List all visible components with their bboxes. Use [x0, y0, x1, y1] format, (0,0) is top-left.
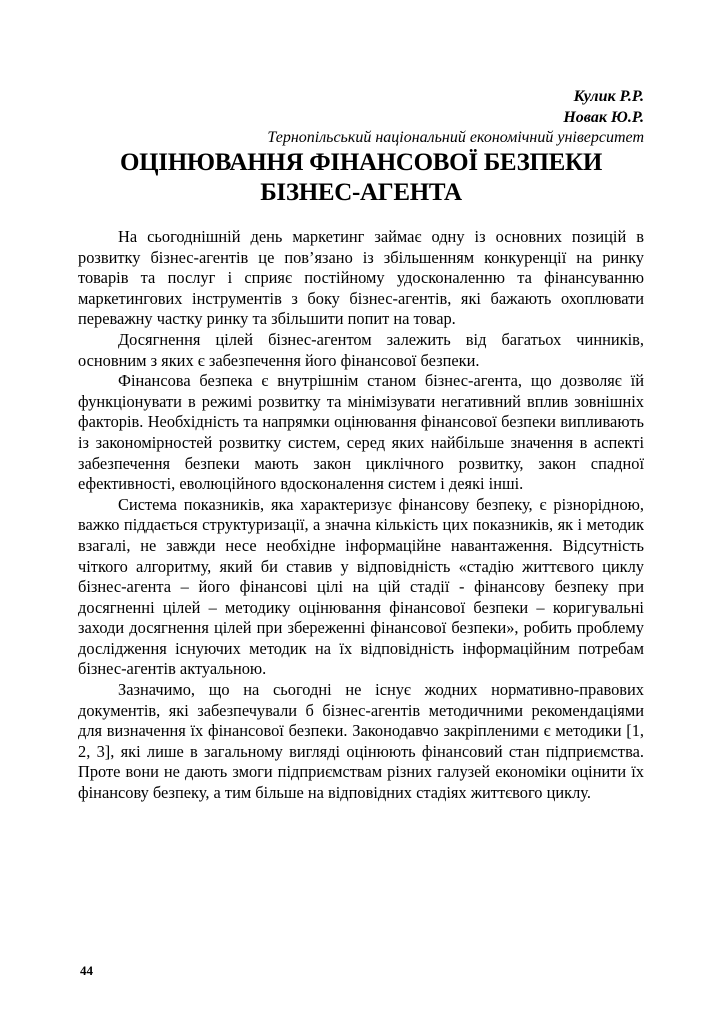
- affiliation: Тернопільський національний економічний університет: [267, 129, 644, 146]
- paragraph: Досягнення цілей бізнес-агентом залежить від багатьох чинників, основним з яких є забезпечення його фінансової безпеки.: [78, 329, 644, 370]
- page-number: 44: [80, 963, 93, 978]
- title-line: БІЗНЕС-АГЕНТА: [260, 179, 462, 206]
- paragraph: Фінансова безпека є внутрішнім станом бізнес-агента, що дозволяє їй функціонувати в режимі розвитку та мінімізувати негативний вплив зовнішніх факторів. Необхідність та напрямки оцінювання фінансової безпеки випливають із закономірностей розвитку систем, серед яких найбільше значення в аспекті забезпечення безпеки мають закон циклічного розвитку, закон спадної ефективності, еволюційного вдосконалення систем і деякі інші.: [78, 371, 644, 494]
- paragraph: Система показників, яка характеризує фінансову безпеку, є різнорідною, важко піддається структуризації, а значна кількість цих показників, як і методик взагалі, не завжди несе необхідне інформаційне навантаження. Відсутність чіткого алгоритму, який би ставив у відповідність «стадію життєвого циклу бізнес-агента – його фінансові цілі на цій стадії - фінансову безпеку при досягненні цілей – методику оцінювання фінансової безпеки – коригувальні заходи досягнення цілей при збереженні фінансової безпеки», робить проблему дослідження існуючих методик на їх відповідність інформаційним потребам бізнес-агентів актуальною.: [78, 494, 644, 679]
- paragraph: Зазначимо, що на сьогодні не існує жодних нормативно-правових документів, які забезпечували б бізнес-агентів методичними рекомендаціями для визначення їх фінансової безпеки. Законодавчо закріпленими є методики [1, 2, 3], які лише в загальному вигляді оцінюють фінансовий стан підприємства. Проте вони не дають змоги підприємствам різних галузей економіки оцінити їх фінансову безпеку, а тим більше на відповідних стадіях життєвого циклу.: [78, 680, 644, 803]
- title-line: ОЦІНЮВАННЯ ФІНАНСОВОЇ БЕЗПЕКИ: [119, 149, 602, 176]
- author-name: Кулик Р.Р.: [573, 88, 644, 105]
- paragraph: На сьогоднішній день маркетинг займає одну із основних позицій в розвитку бізнес-агентів це пов’язано із збільшенням конкуренції на ринку товарів та послуг і сприяє постійному удосконаленню та фінансуванню маркетингових інструментів з боку бізнес-агентів, які бажають охоплювати переважну частку ринку та збільшити попит на товар.: [78, 227, 644, 329]
- body-text: [78, 227, 644, 804]
- authors-block: [563, 86, 644, 128]
- author-name: Новак Ю.Р.: [563, 109, 644, 126]
- paper-title: [78, 148, 644, 208]
